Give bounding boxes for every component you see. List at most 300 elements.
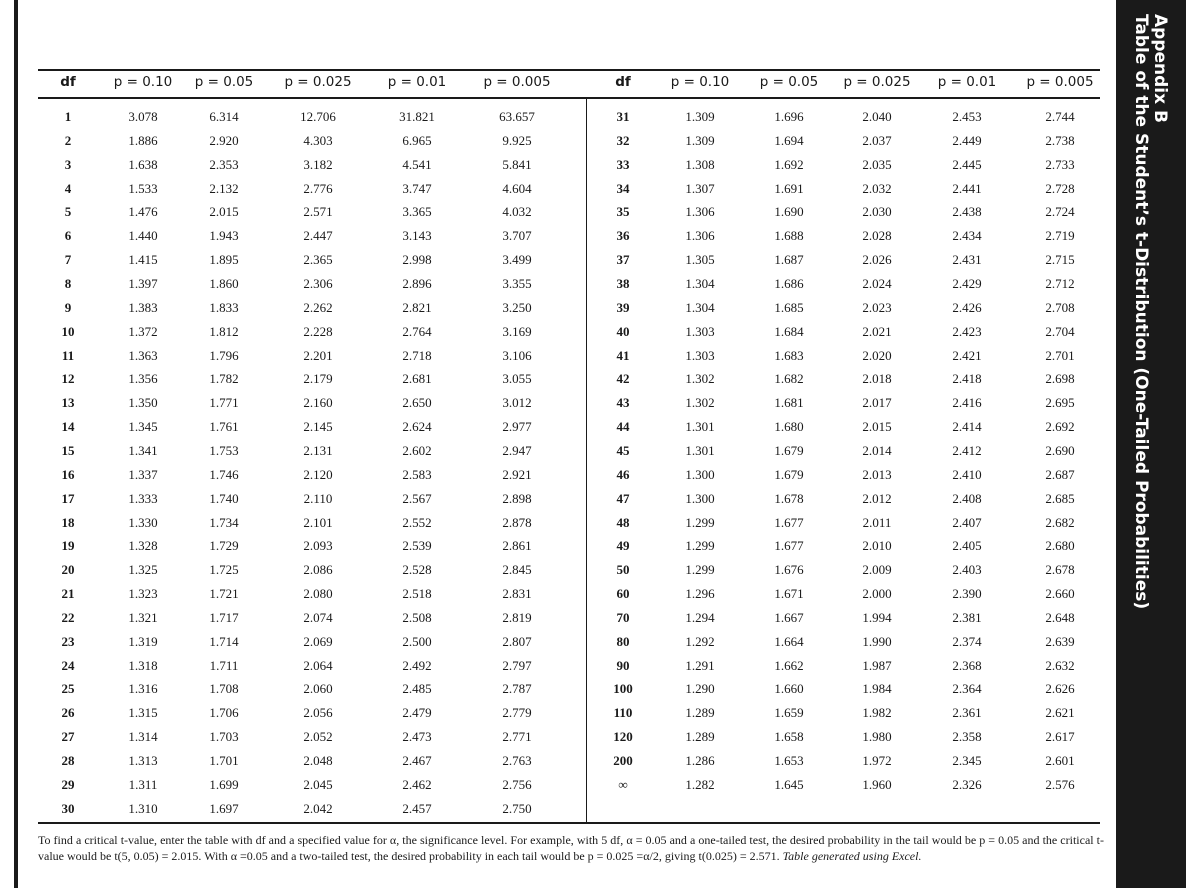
value-cell: 2.648 [1045, 609, 1075, 625]
left-header-p2: p = 0.05 [194, 74, 254, 90]
value-cell: 1.796 [209, 347, 239, 363]
value-cell: 2.845 [502, 562, 532, 578]
value-cell: 1.684 [774, 323, 804, 339]
value-cell: 2.947 [502, 442, 532, 458]
value-cell: 2.682 [1045, 514, 1075, 530]
value-cell: 2.438 [952, 204, 982, 220]
value-cell: 2.014 [862, 442, 892, 458]
value-cell: 1.699 [209, 776, 239, 792]
df-cell: 7 [64, 252, 72, 268]
df-cell: 12 [61, 371, 75, 387]
value-cell: 2.738 [1045, 132, 1075, 148]
value-cell: 2.120 [303, 466, 333, 482]
value-cell: 2.374 [952, 633, 982, 649]
value-cell: 1.753 [209, 442, 239, 458]
value-cell: 1.291 [685, 657, 715, 673]
value-cell: 1.706 [209, 705, 239, 721]
value-cell: 2.898 [502, 490, 532, 506]
value-cell: 2.462 [402, 776, 432, 792]
df-cell: 46 [616, 466, 630, 482]
df-cell: 31 [616, 109, 630, 124]
value-cell: 2.473 [402, 729, 432, 745]
value-cell: 2.977 [502, 419, 532, 435]
value-cell: 1.833 [209, 299, 239, 315]
value-cell: 2.080 [303, 586, 333, 601]
value-cell: 2.819 [502, 609, 532, 625]
value-cell: 2.037 [862, 132, 892, 148]
value-cell: 2.678 [1045, 562, 1075, 578]
value-cell: 1.782 [209, 371, 239, 387]
df-cell: 100 [613, 681, 633, 697]
value-cell: 1.653 [774, 753, 804, 768]
value-cell: 1.761 [209, 419, 239, 435]
value-cell: 2.797 [502, 657, 532, 673]
value-cell: 2.032 [862, 180, 892, 196]
value-cell: 1.299 [685, 538, 715, 554]
value-cell: 2.583 [402, 466, 432, 482]
df-cell: 48 [616, 514, 630, 530]
value-cell: 2.776 [303, 180, 333, 196]
df-cell: 24 [61, 657, 75, 673]
value-cell: 2.528 [402, 562, 432, 578]
value-cell: 2.013 [862, 466, 892, 482]
value-cell: 2.500 [402, 633, 432, 649]
value-cell: 2.687 [1045, 466, 1075, 482]
value-cell: 4.032 [502, 204, 532, 220]
right-header-p5: p = 0.005 [1026, 74, 1094, 90]
value-cell: 1.476 [128, 204, 158, 220]
value-cell: 1.333 [128, 490, 158, 506]
value-cell: 2.896 [402, 276, 432, 291]
value-cell: 2.445 [952, 156, 982, 172]
value-cell: 2.807 [502, 633, 532, 649]
df-cell: 38 [616, 276, 630, 291]
value-cell: 1.645 [774, 776, 804, 792]
value-cell: 3.143 [402, 228, 432, 244]
value-cell: 2.431 [952, 252, 982, 268]
right-header-p1: p = 0.10 [670, 74, 730, 90]
value-cell: 2.632 [1045, 657, 1075, 673]
value-cell: 2.368 [952, 657, 982, 673]
value-cell: 1.294 [685, 609, 715, 625]
df-cell: 15 [61, 442, 75, 458]
value-cell: 2.728 [1045, 180, 1075, 196]
footnote [38, 832, 1104, 864]
value-cell: 2.069 [303, 633, 333, 649]
value-cell: 2.617 [1045, 729, 1075, 745]
value-cell: 2.601 [1045, 753, 1075, 768]
value-cell: 2.567 [402, 490, 432, 506]
value-cell: 2.719 [1045, 228, 1075, 244]
appendix-title: Table of the Student’s t-Distribution (One-Tailed Probabilities) [1131, 14, 1151, 610]
value-cell: 2.718 [402, 347, 432, 363]
value-cell: 2.779 [502, 705, 532, 721]
value-cell: 2.201 [303, 347, 333, 363]
value-cell: 2.552 [402, 514, 432, 530]
value-cell: 1.678 [774, 490, 804, 506]
value-cell: 3.012 [502, 395, 532, 411]
value-cell: 2.831 [502, 586, 532, 601]
value-cell: 2.009 [862, 562, 892, 578]
value-cell: 1.664 [774, 633, 804, 649]
value-cell: 2.701 [1045, 347, 1075, 363]
value-cell: 1.679 [774, 466, 804, 482]
value-cell: 2.733 [1045, 156, 1075, 172]
value-cell: 3.250 [502, 299, 532, 315]
value-cell: 1.711 [209, 657, 239, 673]
value-cell: 2.228 [303, 323, 333, 339]
df-cell: ∞ [618, 776, 628, 792]
left-header-p3: p = 0.025 [284, 74, 352, 90]
df-cell: 49 [616, 538, 630, 554]
value-cell: 1.310 [128, 800, 158, 816]
value-cell: 1.313 [128, 753, 158, 768]
value-cell: 1.703 [209, 729, 239, 745]
value-cell: 1.686 [774, 276, 804, 291]
value-cell: 1.683 [774, 347, 804, 363]
value-cell: 2.093 [303, 538, 333, 554]
value-cell: 2.704 [1045, 323, 1075, 339]
df-cell: 25 [61, 681, 75, 697]
df-cell: 21 [61, 586, 75, 601]
value-cell: 1.305 [685, 252, 715, 268]
value-cell: 1.337 [128, 466, 158, 482]
df-cell: 4 [64, 180, 72, 196]
value-cell: 1.323 [128, 586, 158, 601]
df-cell: 13 [61, 395, 75, 411]
value-cell: 2.358 [952, 729, 982, 745]
value-cell: 1.397 [128, 276, 158, 291]
value-cell: 1.984 [862, 681, 892, 697]
value-cell: 2.764 [402, 323, 432, 339]
value-cell: 2.035 [862, 156, 892, 172]
value-cell: 1.290 [685, 681, 715, 697]
df-cell: 120 [613, 729, 633, 745]
df-cell: 3 [64, 156, 72, 172]
value-cell: 1.292 [685, 633, 715, 649]
value-cell: 2.479 [402, 705, 432, 721]
value-cell: 2.015 [209, 204, 239, 220]
value-cell: 2.621 [1045, 705, 1075, 721]
value-cell: 2.680 [1045, 538, 1075, 554]
value-cell: 2.492 [402, 657, 432, 673]
value-cell: 2.921 [502, 466, 532, 482]
value-cell: 2.131 [303, 442, 333, 458]
value-cell: 3.169 [502, 323, 532, 339]
value-cell: 2.650 [402, 395, 432, 411]
value-cell: 1.306 [685, 228, 715, 244]
value-cell: 1.302 [685, 371, 715, 387]
value-cell: 2.429 [952, 276, 982, 291]
value-cell: 1.301 [685, 419, 715, 435]
df-cell: 18 [61, 514, 75, 530]
value-cell: 2.626 [1045, 681, 1075, 697]
value-cell: 2.602 [402, 442, 432, 458]
value-cell: 2.040 [862, 109, 892, 124]
value-cell: 1.659 [774, 705, 804, 721]
value-cell: 2.012 [862, 490, 892, 506]
value-cell: 2.756 [502, 776, 532, 792]
df-cell: 40 [616, 323, 630, 339]
value-cell: 1.812 [209, 323, 239, 339]
value-cell: 63.657 [499, 109, 535, 124]
value-cell: 2.160 [303, 395, 333, 411]
df-cell: 10 [61, 323, 75, 339]
df-cell: 26 [61, 705, 75, 721]
value-cell: 2.026 [862, 252, 892, 268]
value-cell: 1.306 [685, 204, 715, 220]
value-cell: 1.299 [685, 514, 715, 530]
value-cell: 2.763 [502, 753, 532, 768]
value-cell: 2.418 [952, 371, 982, 387]
df-cell: 80 [616, 633, 630, 649]
value-cell: 2.306 [303, 276, 333, 291]
value-cell: 1.289 [685, 729, 715, 745]
value-cell: 31.821 [399, 109, 435, 124]
value-cell: 1.363 [128, 347, 158, 363]
value-cell: 2.403 [952, 562, 982, 578]
value-cell: 2.086 [303, 562, 333, 578]
value-cell: 2.467 [402, 753, 432, 768]
value-cell: 2.449 [952, 132, 982, 148]
value-cell: 1.658 [774, 729, 804, 745]
value-cell: 2.381 [952, 609, 982, 625]
value-cell: 2.518 [402, 586, 432, 601]
value-cell: 2.692 [1045, 419, 1075, 435]
left-header-p1: p = 0.10 [113, 74, 173, 90]
value-cell: 2.021 [862, 323, 892, 339]
value-cell: 2.045 [303, 776, 333, 792]
value-cell: 1.746 [209, 466, 239, 482]
footnote-source: Table generated using Excel. [782, 849, 922, 863]
value-cell: 1.690 [774, 204, 804, 220]
value-cell: 2.416 [952, 395, 982, 411]
value-cell: 2.998 [402, 252, 432, 268]
value-cell: 2.345 [952, 753, 982, 768]
value-cell: 2.132 [209, 180, 239, 196]
header-bottom-rule [38, 97, 1100, 99]
value-cell: 2.712 [1045, 276, 1075, 291]
value-cell: 1.943 [209, 228, 239, 244]
value-cell: 1.729 [209, 538, 239, 554]
df-cell: 14 [61, 419, 75, 435]
value-cell: 2.787 [502, 681, 532, 697]
value-cell: 1.299 [685, 562, 715, 578]
value-cell: 2.920 [209, 132, 239, 148]
value-cell: 2.365 [303, 252, 333, 268]
df-cell: 39 [616, 299, 630, 315]
df-cell: 27 [61, 729, 75, 745]
right-header-p2: p = 0.05 [759, 74, 819, 90]
value-cell: 2.660 [1045, 586, 1075, 601]
value-cell: 1.319 [128, 633, 158, 649]
df-cell: 44 [616, 419, 630, 435]
value-cell: 1.987 [862, 657, 892, 673]
value-cell: 1.330 [128, 514, 158, 530]
df-cell: 33 [616, 156, 630, 172]
value-cell: 2.821 [402, 299, 432, 315]
df-cell: 5 [64, 204, 72, 220]
value-cell: 2.715 [1045, 252, 1075, 268]
value-cell: 2.744 [1045, 109, 1075, 124]
value-cell: 2.724 [1045, 204, 1075, 220]
value-cell: 1.692 [774, 156, 804, 172]
value-cell: 1.717 [209, 609, 239, 625]
value-cell: 2.771 [502, 729, 532, 745]
value-cell: 1.302 [685, 395, 715, 411]
value-cell: 3.355 [502, 276, 532, 291]
value-cell: 1.697 [209, 800, 239, 816]
table-top-rule [38, 69, 1100, 71]
df-cell: 110 [613, 705, 633, 721]
value-cell: 1.318 [128, 657, 158, 673]
left-header-p4: p = 0.01 [387, 74, 447, 90]
value-cell: 6.314 [209, 109, 239, 124]
value-cell: 3.182 [303, 156, 333, 172]
value-cell: 2.048 [303, 753, 333, 768]
value-cell: 2.508 [402, 609, 432, 625]
value-cell: 1.350 [128, 395, 158, 411]
value-cell: 1.676 [774, 562, 804, 578]
value-cell: 1.309 [685, 109, 715, 124]
value-cell: 2.390 [952, 586, 982, 601]
value-cell: 1.303 [685, 323, 715, 339]
value-cell: 1.304 [685, 276, 715, 291]
df-cell: 9 [64, 299, 72, 315]
value-cell: 2.145 [303, 419, 333, 435]
value-cell: 2.698 [1045, 371, 1075, 387]
value-cell: 1.677 [774, 538, 804, 554]
right-header-p3: p = 0.025 [843, 74, 911, 90]
value-cell: 1.982 [862, 705, 892, 721]
value-cell: 2.571 [303, 204, 333, 220]
value-cell: 1.328 [128, 538, 158, 554]
right-header-p4: p = 0.01 [937, 74, 997, 90]
value-cell: 1.383 [128, 299, 158, 315]
value-cell: 1.300 [685, 490, 715, 506]
value-cell: 1.315 [128, 705, 158, 721]
value-cell: 2.410 [952, 466, 982, 482]
value-cell: 2.064 [303, 657, 333, 673]
df-cell: 30 [61, 800, 75, 816]
value-cell: 2.695 [1045, 395, 1075, 411]
value-cell: 2.414 [952, 419, 982, 435]
value-cell: 2.018 [862, 371, 892, 387]
value-cell: 4.541 [402, 156, 432, 172]
value-cell: 3.078 [128, 109, 158, 124]
value-cell: 3.707 [502, 228, 532, 244]
value-cell: 1.345 [128, 419, 158, 435]
value-cell: 2.708 [1045, 299, 1075, 315]
value-cell: 1.296 [685, 586, 715, 601]
value-cell: 2.042 [303, 800, 333, 816]
value-cell: 1.886 [128, 132, 158, 148]
df-cell: 23 [61, 633, 75, 649]
value-cell: 2.017 [862, 395, 892, 411]
value-cell: 1.688 [774, 228, 804, 244]
value-cell: 1.679 [774, 442, 804, 458]
df-cell: 11 [61, 347, 75, 363]
value-cell: 2.262 [303, 299, 333, 315]
df-cell: 36 [616, 228, 630, 244]
value-cell: 2.457 [402, 800, 432, 816]
value-cell: 1.309 [685, 132, 715, 148]
value-cell: 1.682 [774, 371, 804, 387]
value-cell: 2.020 [862, 347, 892, 363]
value-cell: 2.326 [952, 776, 982, 792]
value-cell: 3.106 [502, 347, 532, 363]
value-cell: 2.624 [402, 419, 432, 435]
value-cell: 1.972 [862, 753, 892, 768]
value-cell: 1.356 [128, 371, 158, 387]
value-cell: 2.010 [862, 538, 892, 554]
value-cell: 2.101 [303, 514, 333, 530]
value-cell: 1.685 [774, 299, 804, 315]
value-cell: 4.604 [502, 180, 532, 196]
value-cell: 1.681 [774, 395, 804, 411]
df-cell: 19 [61, 538, 75, 554]
value-cell: 2.685 [1045, 490, 1075, 506]
value-cell: 1.994 [862, 609, 892, 625]
value-cell: 2.407 [952, 514, 982, 530]
appendix-label: Appendix B [1150, 14, 1170, 123]
value-cell: 1.316 [128, 681, 158, 697]
value-cell: 1.960 [862, 776, 892, 792]
value-cell: 1.289 [685, 705, 715, 721]
appendix-heading [1131, 14, 1170, 610]
df-cell: 16 [61, 466, 75, 482]
footnote-text: To find a critical t-value, enter the table with df and a specified value for α, the significance level. For example, with 5 df, α = 0.05 and a one-tailed test, the desired probability in the tail would be p = 0.05 and the critical t-value would be t(5, 0.05) = 2.015. With α =0.05 and a two-tailed test, the desired probability in each tail would be p = 0.025 =α/2, giving t(0.025) = 2.571. [38, 833, 1104, 863]
value-cell: 1.677 [774, 514, 804, 530]
df-cell: 35 [616, 204, 630, 220]
left-header-df: df [60, 74, 76, 90]
value-cell: 1.307 [685, 180, 715, 196]
df-cell: 6 [64, 228, 72, 244]
value-cell: 1.341 [128, 442, 158, 458]
value-cell: 3.365 [402, 204, 432, 220]
df-cell: 32 [616, 132, 630, 148]
value-cell: 6.965 [402, 132, 432, 148]
value-cell: 2.056 [303, 705, 333, 721]
value-cell: 1.372 [128, 323, 158, 339]
value-cell: 3.747 [402, 180, 432, 196]
value-cell: 2.878 [502, 514, 532, 530]
df-cell: 90 [616, 657, 630, 673]
value-cell: 1.304 [685, 299, 715, 315]
value-cell: 2.361 [952, 705, 982, 721]
value-cell: 1.680 [774, 419, 804, 435]
value-cell: 1.734 [209, 514, 239, 530]
df-cell: 50 [616, 562, 630, 578]
df-cell: 41 [616, 347, 630, 363]
value-cell: 2.423 [952, 323, 982, 339]
value-cell: 1.740 [209, 490, 239, 506]
value-cell: 1.300 [685, 466, 715, 482]
df-cell: 45 [616, 442, 630, 458]
value-cell: 9.925 [502, 132, 532, 148]
value-cell: 2.861 [502, 538, 532, 554]
df-cell: 22 [61, 609, 75, 625]
df-cell: 60 [616, 586, 630, 601]
value-cell: 2.030 [862, 204, 892, 220]
value-cell: 3.499 [502, 252, 532, 268]
value-cell: 1.311 [128, 776, 158, 792]
value-cell: 1.980 [862, 729, 892, 745]
df-cell: 70 [616, 609, 630, 625]
value-cell: 2.028 [862, 228, 892, 244]
value-cell: 2.412 [952, 442, 982, 458]
value-cell: 1.286 [685, 753, 715, 768]
